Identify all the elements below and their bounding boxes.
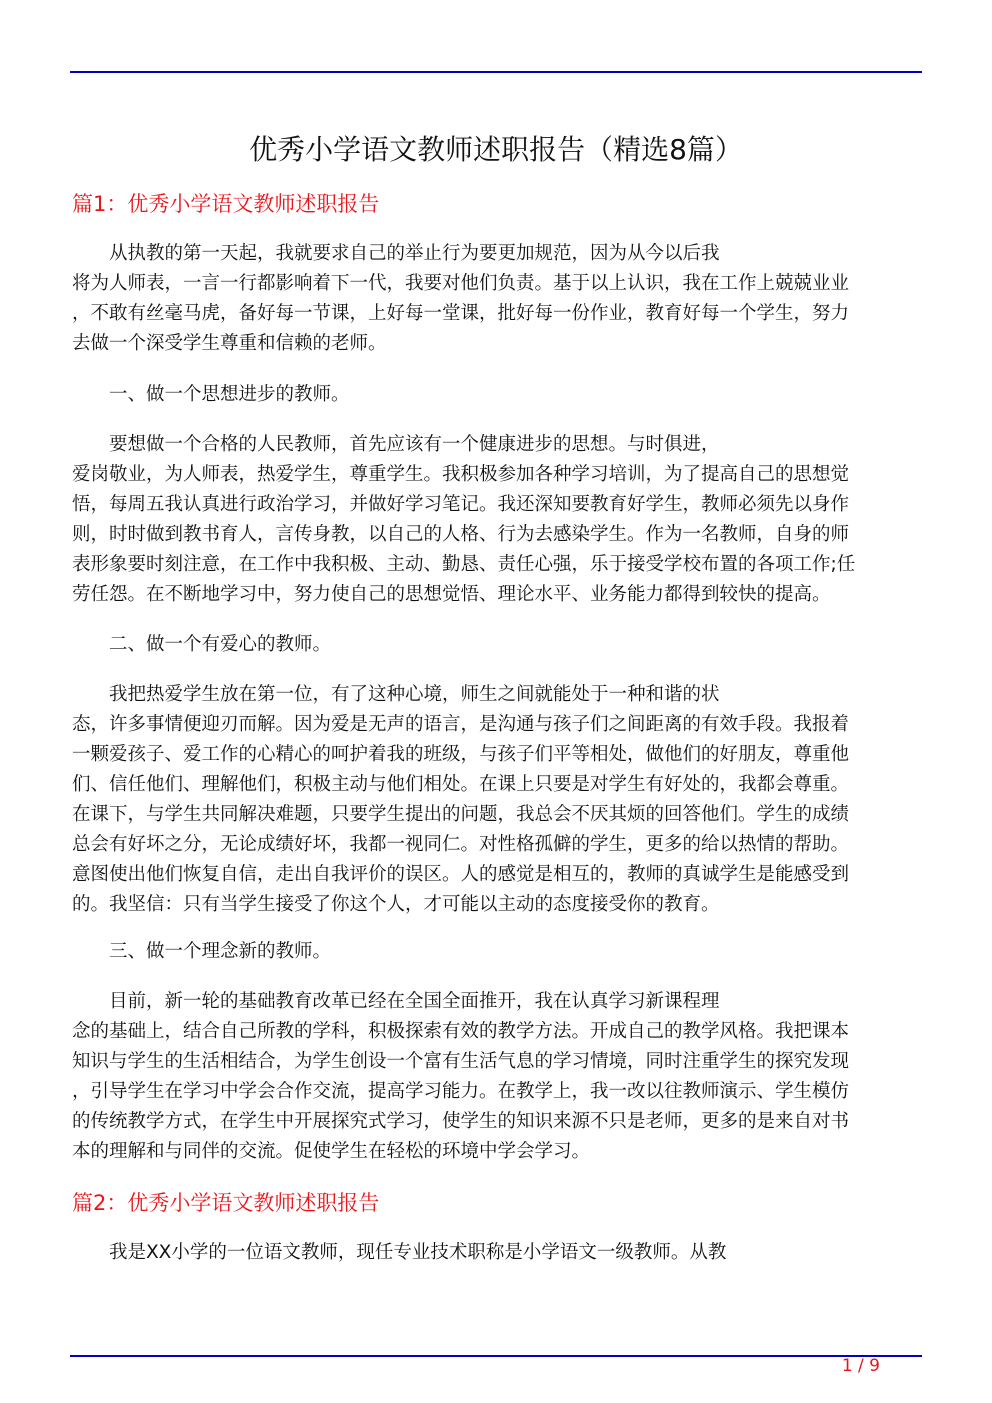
text-line: 一颗爱孩子、爱工作的心精心的呵护着我的班级，与孩子们平等相处，做他们的好朋友，尊重他: [72, 744, 850, 765]
text-line: ，不敢有丝毫马虎，备好每一节课，上好每一堂课，批好每一份作业，教育好每一个学生，努力: [72, 303, 850, 324]
subheading-text: 三、做一个理念新的教师。: [109, 941, 332, 962]
subheading: [72, 630, 922, 660]
paragraph: [72, 987, 922, 1167]
text-line: 本的理解和与同伴的交流。促使学生在轻松的环境中学会学习。: [72, 1141, 591, 1162]
section-heading-1: 篇1：优秀小学语文教师述职报告: [72, 192, 380, 216]
paragraph: [72, 680, 922, 920]
text-line: 悟，每周五我认真进行政治学习，并做好学习笔记。我还深知要教育好学生，教师必须先以身作: [72, 494, 850, 515]
text-line: 目前，新一轮的基础教育改革已经在全国全面推开，我在认真学习新课程理: [109, 991, 720, 1012]
text-line: ，引导学生在学习中学会合作交流，提高学习能力。在教学上，我一改以往教师演示、学生模仿: [72, 1081, 850, 1102]
section-heading-2: 篇2：优秀小学语文教师述职报告: [72, 1191, 380, 1215]
footer-rule: [70, 1355, 922, 1357]
text-line: 的传统教学方式，在学生中开展探究式学习，使学生的知识来源不只是老师，更多的是来自对书: [72, 1111, 850, 1132]
text-line: 爱岗敬业，为人师表，热爱学生，尊重学生。我积极参加各种学习培训，为了提高自己的思想觉: [72, 464, 850, 485]
text-line: 则，时时做到教书育人，言传身教，以自己的人格、行为去感染学生。作为一名教师，自身的师: [72, 524, 850, 545]
text-line: 意图使出他们恢复自信，走出自我评价的误区。人的感觉是相互的，教师的真诚学生是能感受到: [72, 864, 850, 885]
subheading-text: 一、做一个思想进步的教师。: [109, 384, 350, 405]
text-line: 我是XX小学的一位语文教师，现任专业技术职称是小学语文一级教师。从教: [109, 1242, 727, 1263]
text-line: 从执教的第一天起，我就要求自己的举止行为要更加规范，因为从今以后我: [109, 243, 720, 264]
text-line: 的。我坚信：只有当学生接受了你这个人，才可能以主动的态度接受你的教育。: [72, 894, 720, 915]
text-line: 要想做一个合格的人民教师，首先应该有一个健康进步的思想。与时俱进，: [109, 434, 720, 455]
paragraph: [72, 1238, 922, 1268]
document-title: 优秀小学语文教师述职报告（精选8篇）: [249, 133, 743, 166]
text-line: 念的基础上，结合自己所教的学科，积极探索有效的教学方法。开成自己的教学风格。我把课本: [72, 1021, 850, 1042]
page-number: 1 / 9: [841, 1356, 880, 1376]
subheading-text: 二、做一个有爱心的教师。: [109, 634, 332, 655]
text-line: 劳任怨。在不断地学习中，努力使自己的思想觉悟、理论水平、业务能力都得到较快的提高。: [72, 584, 831, 605]
paragraph: [72, 430, 922, 610]
subheading: [72, 380, 922, 410]
subheading: [72, 937, 922, 967]
header-rule: [70, 71, 922, 73]
text-line: 们、信任他们、理解他们，积极主动与他们相处。在课上只要是对学生有好处的，我都会尊重。: [72, 774, 850, 795]
paragraph: [72, 239, 922, 359]
text-line: 态，许多事情便迎刃而解。因为爱是无声的语言，是沟通与孩子们之间距离的有效手段。我报着: [72, 714, 850, 735]
text-line: 在课下，与学生共同解决难题，只要学生提出的问题，我总会不厌其烦的回答他们。学生的成绩: [72, 804, 850, 825]
text-line: 表形象要时刻注意，在工作中我积极、主动、勤恳、责任心强，乐于接受学校布置的各项工作;任: [72, 554, 856, 575]
text-line: 知识与学生的生活相结合，为学生创设一个富有生活气息的学习情境，同时注重学生的探究发现: [72, 1051, 850, 1072]
text-line: 将为人师表，一言一行都影响着下一代，我要对他们负责。基于以上认识，我在工作上兢兢业业: [72, 273, 850, 294]
text-line: 去做一个深受学生尊重和信赖的老师。: [72, 333, 387, 354]
text-line: 总会有好坏之分，无论成绩好坏，我都一视同仁。对性格孤僻的学生，更多的给以热情的帮助。: [72, 834, 850, 855]
text-line: 我把热爱学生放在第一位，有了这种心境，师生之间就能处于一种和谐的状: [109, 684, 720, 705]
